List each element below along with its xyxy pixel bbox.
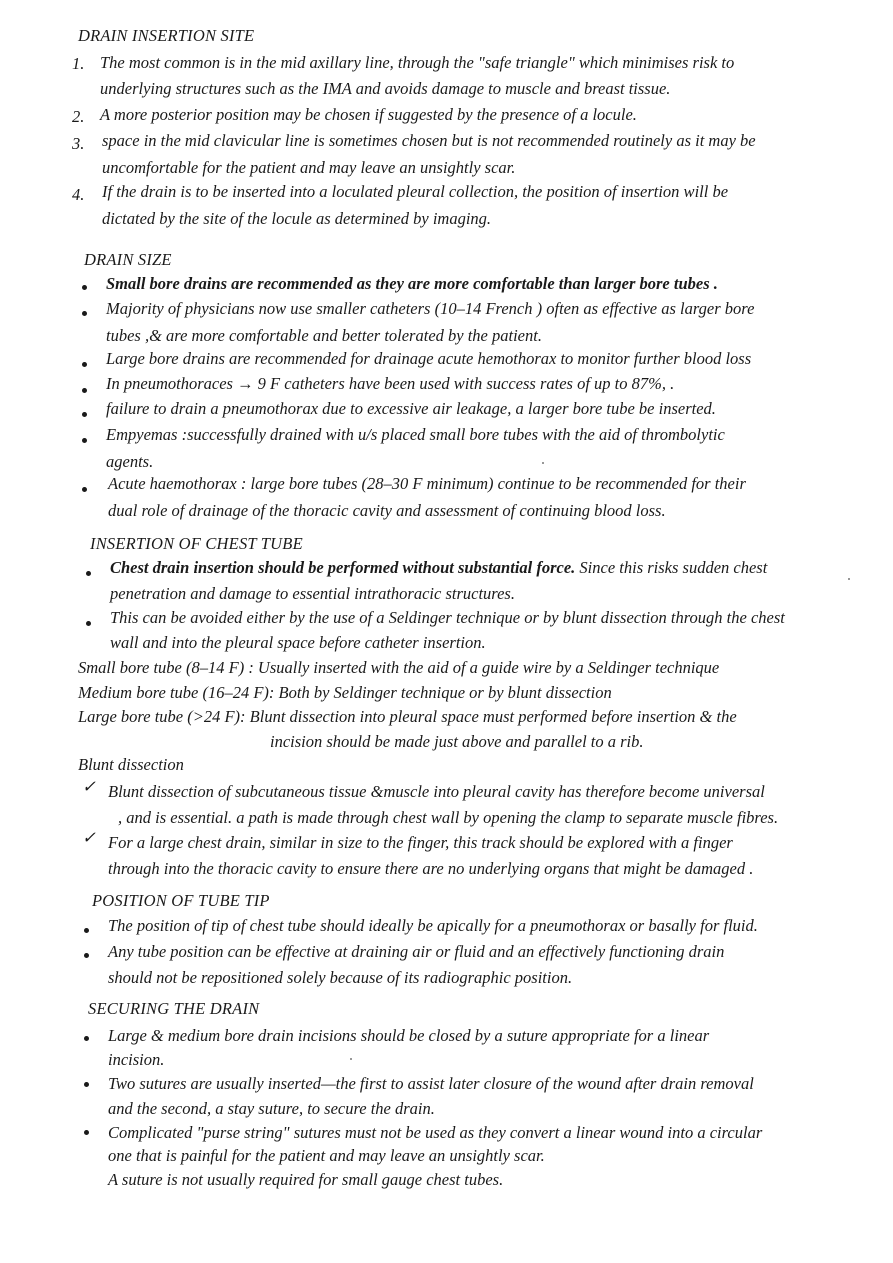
heading-drain-size: DRAIN SIZE: [84, 250, 172, 269]
list-item-text: dictated by the site of the locule as determined by imaging.: [102, 209, 492, 228]
bullet: [82, 388, 87, 393]
check-icon: ✓: [82, 777, 96, 796]
list-marker: 1.: [72, 54, 85, 73]
list-item-text: penetration and damage to essential intrathoracic structures.: [110, 584, 515, 603]
bullet: [82, 487, 87, 492]
list-item-text: In pneumothoraces → 9 F catheters have been used with success rates of up to 87%, .: [106, 374, 675, 393]
tube-size-line: Large bore tube (>24 F): Blunt dissection into pleural space must performed before insertion & the: [78, 707, 737, 726]
list-item-text: dual role of drainage of the thoracic cavity and assessment of continuing blood loss.: [108, 501, 666, 520]
bullet: [82, 412, 87, 417]
list-item-text: Large & medium bore drain incisions should be closed by a suture appropriate for a linear: [108, 1026, 710, 1045]
list-item-text: and the second, a stay suture, to secure the drain.: [108, 1099, 435, 1118]
list-item-text: If the drain is to be inserted into a loculated pleural collection, the position of insertion will be: [102, 182, 729, 201]
list-item-text: Majority of physicians now use smaller catheters (10–14 French ) often as effective as larger bore: [106, 299, 755, 318]
bold-statement: Chest drain insertion should be performed without substantial force.: [110, 558, 576, 577]
list-item-text: one that is painful for the patient and may leave an unsightly scar.: [108, 1146, 545, 1165]
list-item-text: A suture is not usually required for small gauge chest tubes.: [108, 1170, 504, 1189]
list-item-text: Empyemas :successfully drained with u/s placed small bore tubes with the aid of thrombolytic: [106, 425, 725, 444]
list-item-text: underlying structures such as the IMA and avoids damage to muscle and breast tissue.: [100, 79, 671, 98]
list-item-text: [110, 558, 767, 578]
bullet: [84, 1130, 89, 1135]
list-marker: 4.: [72, 185, 85, 204]
bullet: [84, 1082, 89, 1087]
check-icon: ✓: [82, 828, 96, 847]
bullet: [82, 438, 87, 443]
list-item-text: agents.: [106, 452, 154, 471]
heading-insertion-site: DRAIN INSERTION SITE: [78, 26, 255, 45]
scan-speck: [848, 578, 850, 580]
list-item-text: A more posterior position may be chosen if suggested by the presence of a locule.: [100, 105, 637, 124]
list-marker: 2.: [72, 107, 85, 126]
heading-position-of-tube-tip: POSITION OF TUBE TIP: [92, 891, 270, 910]
list-marker: 3.: [72, 134, 85, 153]
list-item-text: should not be repositioned solely because of its radiographic position.: [108, 968, 573, 987]
bullet: [82, 311, 87, 316]
list-item-text: Acute haemothorax : large bore tubes (28–30 F minimum) continue to be recommended for their: [108, 474, 746, 493]
bullet: [84, 1036, 89, 1041]
bullet: [84, 953, 89, 958]
bullet: [86, 621, 91, 626]
bullet: [86, 571, 91, 576]
list-item-text: Blunt dissection of subcutaneous tissue &muscle into pleural cavity has therefore become universal: [108, 782, 765, 801]
list-item-text: tubes ,& are more comfortable and better tolerated by the patient.: [106, 326, 542, 345]
list-item-text: For a large chest drain, similar in size to the finger, this track should be explored with a finger: [108, 833, 733, 852]
tube-size-line: incision should be made just above and parallel to a rib.: [270, 732, 644, 751]
list-item-text: Any tube position can be effective at draining air or fluid and an effectively functioning drain: [108, 942, 725, 961]
scan-speck: [350, 1058, 352, 1060]
list-item-text: through into the thoracic cavity to ensure there are no underlying organs that might be damaged .: [108, 859, 754, 878]
heading-insertion-of-chest-tube: INSERTION OF CHEST TUBE: [90, 534, 303, 553]
list-item-text: wall and into the pleural space before catheter insertion.: [110, 633, 486, 652]
list-item-text: uncomfortable for the patient and may leave an unsightly scar.: [102, 158, 516, 177]
statement-continuation: Since this risks sudden chest: [575, 558, 768, 577]
heading-securing-the-drain: SECURING THE DRAIN: [88, 999, 260, 1018]
list-item-text: incision.: [108, 1050, 165, 1069]
list-item-text: This can be avoided either by the use of a Seldinger technique or by blunt dissection through the chest: [110, 608, 785, 627]
bullet: [82, 362, 87, 367]
list-item-text: space in the mid clavicular line is sometimes chosen but is not recommended routinely as it may be: [102, 131, 756, 150]
tube-size-line: Small bore tube (8–14 F) : Usually inserted with the aid of a guide wire by a Seldinger technique: [78, 658, 720, 677]
list-item-text: The most common is in the mid axillary line, through the "safe triangle" which minimises risk to: [100, 53, 735, 72]
tube-size-line: Medium bore tube (16–24 F): Both by Seldinger technique or by blunt dissection: [78, 683, 612, 702]
list-item-text: Complicated "purse string" sutures must not be used as they convert a linear wound into a circular: [108, 1123, 763, 1142]
heading-blunt-dissection: Blunt dissection: [78, 755, 184, 774]
list-item-text: failure to drain a pneumothorax due to excessive air leakage, a larger bore tube be inserted.: [106, 399, 716, 418]
bullet: [82, 285, 87, 290]
scan-speck: [542, 462, 544, 464]
list-item-text: Two sutures are usually inserted—the first to assist later closure of the wound after drain removal: [108, 1074, 754, 1093]
list-item-text: The position of tip of chest tube should ideally be apically for a pneumothorax or basally for fluid.: [108, 916, 758, 935]
list-item-text: , and is essential. a path is made through chest wall by opening the clamp to separate muscle fibres.: [118, 808, 779, 827]
list-item-text: Small bore drains are recommended as they are more comfortable than larger bore tubes .: [106, 274, 718, 293]
bullet: [84, 928, 89, 933]
list-item-text: Large bore drains are recommended for drainage acute hemothorax to monitor further blood loss: [106, 349, 752, 368]
